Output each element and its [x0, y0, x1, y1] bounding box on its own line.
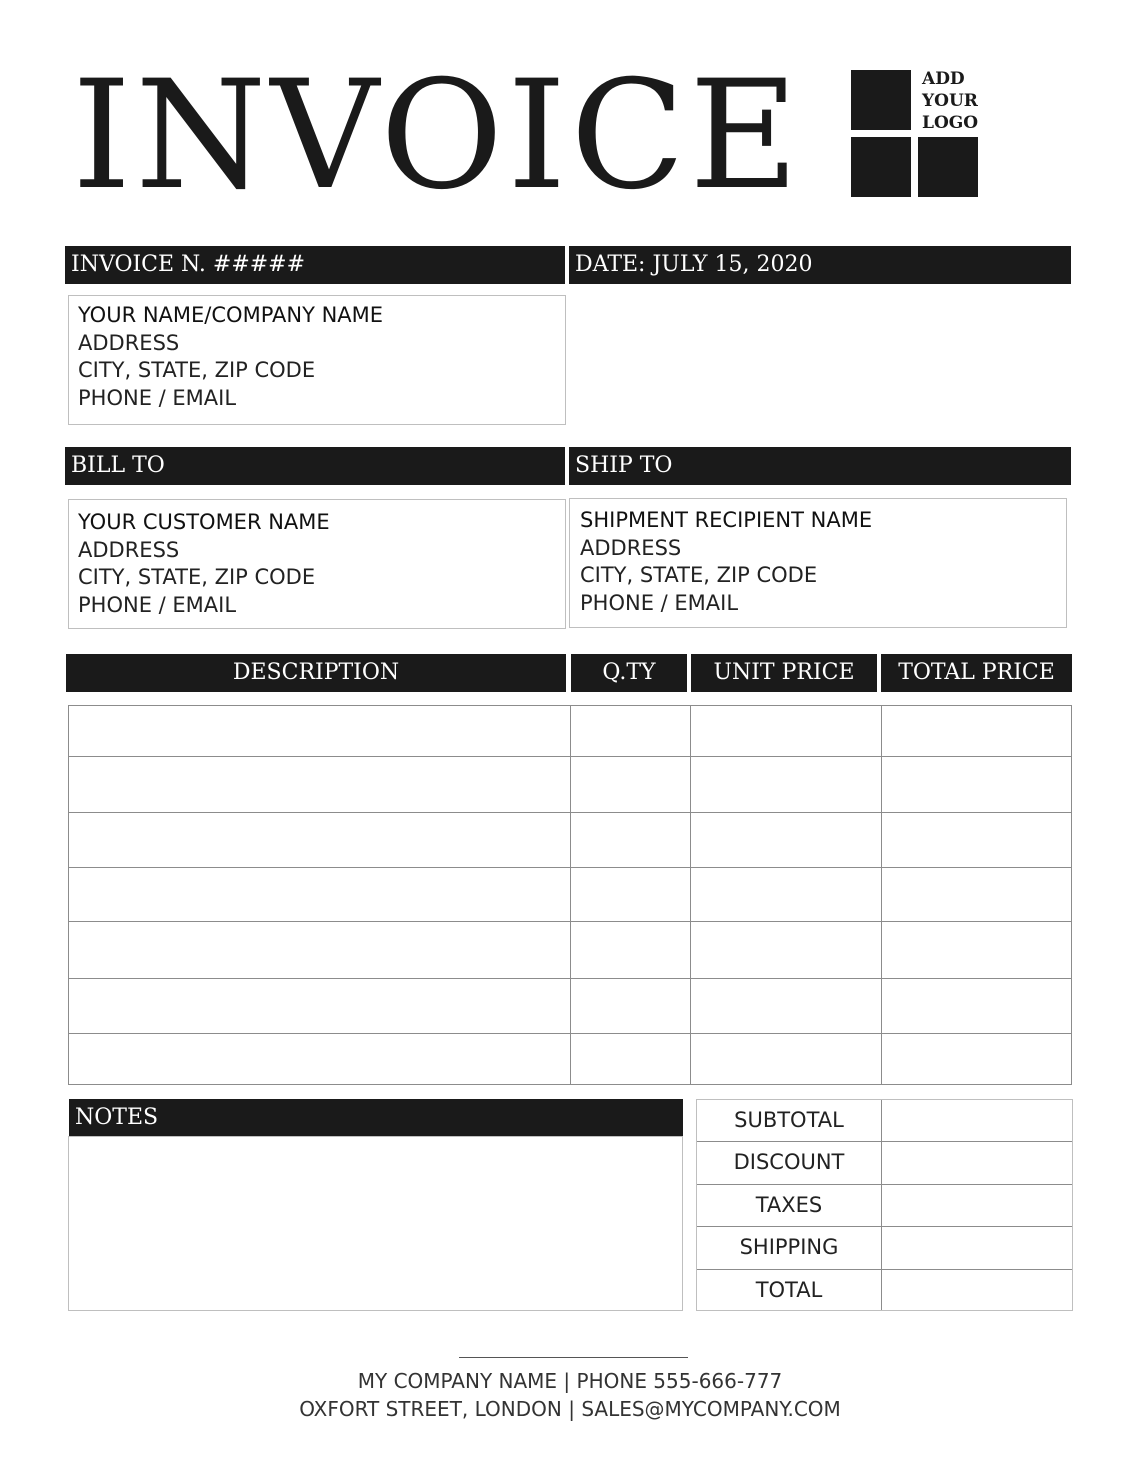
notes-text [69, 1137, 682, 1153]
total-price-cell[interactable] [882, 757, 1072, 813]
total-price-cell[interactable] [882, 868, 1072, 922]
totals-box [696, 1099, 1073, 1311]
table-row [69, 922, 1072, 979]
footer-divider [459, 1357, 688, 1358]
total-label: TOTAL [755, 1277, 823, 1302]
total-price-cell[interactable] [882, 706, 1072, 757]
taxes-value[interactable] [882, 1185, 1072, 1227]
table-row [69, 1034, 1072, 1085]
ship-to-box[interactable] [569, 498, 1067, 628]
logo-label-line1: ADD [922, 69, 965, 89]
ship-to-name: SHIPMENT RECIPIENT NAME [580, 508, 873, 532]
shipping-label: SHIPPING [739, 1235, 839, 1260]
unit-price-cell[interactable] [691, 868, 882, 922]
invoice-date[interactable]: DATE: JULY 15, 2020 [569, 246, 1071, 284]
bill-to-name: YOUR CUSTOMER NAME [78, 510, 330, 534]
unit-price-cell[interactable] [691, 979, 882, 1034]
logo-label-line3: LOGO [922, 113, 979, 133]
qty-cell[interactable] [571, 868, 691, 922]
subtotal-value[interactable] [882, 1100, 1072, 1142]
qty-cell[interactable] [571, 979, 691, 1034]
column-header-description: DESCRIPTION [66, 654, 566, 692]
bill-to-address: ADDRESS [78, 537, 180, 562]
column-header-qty: Q.TY [571, 654, 687, 692]
total-value[interactable] [882, 1270, 1072, 1312]
logo-label [922, 68, 978, 134]
bill-to-box[interactable] [68, 499, 566, 629]
items-table [68, 705, 1072, 1085]
description-cell[interactable] [69, 979, 571, 1034]
totals-row-taxes [697, 1185, 1072, 1227]
discount-value[interactable] [882, 1142, 1072, 1184]
notes-header: NOTES [69, 1099, 683, 1137]
bill-to-header: BILL TO [65, 447, 565, 485]
column-header-total-price: TOTAL PRICE [881, 654, 1072, 692]
totals-row-shipping [697, 1227, 1072, 1269]
column-header-unit-price: UNIT PRICE [691, 654, 877, 692]
ship-to-contact: PHONE / EMAIL [580, 590, 739, 615]
qty-cell[interactable] [571, 757, 691, 813]
ship-to-city: CITY, STATE, ZIP CODE [580, 563, 818, 587]
invoice-number[interactable]: INVOICE N. ##### [65, 246, 565, 284]
qty-cell[interactable] [571, 813, 691, 868]
notes-field[interactable] [68, 1136, 683, 1311]
bill-to-city: CITY, STATE, ZIP CODE [78, 565, 316, 589]
logo-square-bottom-right [918, 137, 978, 197]
footer-line-1: MY COMPANY NAME | PHONE 555-666-777 [357, 1369, 783, 1393]
subtotal-label: SUBTOTAL [734, 1108, 844, 1132]
sender-box[interactable] [68, 295, 566, 425]
logo-square-top-left [851, 70, 911, 130]
qty-cell[interactable] [571, 706, 691, 757]
totals-row-subtotal [697, 1100, 1072, 1142]
total-price-cell[interactable] [882, 922, 1072, 979]
sender-name: YOUR NAME/COMPANY NAME [78, 303, 384, 327]
logo-square-bottom-left [851, 137, 911, 197]
unit-price-cell[interactable] [691, 922, 882, 979]
qty-cell[interactable] [571, 922, 691, 979]
description-cell[interactable] [69, 1034, 571, 1085]
table-row [69, 757, 1072, 813]
table-row [69, 813, 1072, 868]
shipping-value[interactable] [882, 1227, 1072, 1269]
totals-row-discount [697, 1142, 1072, 1184]
totals-row-total [697, 1270, 1072, 1312]
total-price-cell[interactable] [882, 979, 1072, 1034]
ship-to-address: ADDRESS [580, 535, 682, 560]
ship-to-header: SHIP TO [569, 447, 1071, 485]
description-cell[interactable] [69, 868, 571, 922]
discount-label: DISCOUNT [733, 1150, 845, 1175]
taxes-label: TAXES [755, 1192, 823, 1217]
sender-address: ADDRESS [78, 330, 180, 355]
sender-contact: PHONE / EMAIL [78, 385, 237, 410]
sender-city: CITY, STATE, ZIP CODE [78, 358, 316, 382]
unit-price-cell[interactable] [691, 706, 882, 757]
bill-to-contact: PHONE / EMAIL [78, 592, 237, 617]
table-row [69, 868, 1072, 922]
logo-label-line2: YOUR [922, 91, 978, 111]
footer-line-2: OXFORT STREET, LONDON | SALES@MYCOMPANY.COM [299, 1397, 841, 1421]
unit-price-cell[interactable] [691, 757, 882, 813]
table-row [69, 706, 1072, 757]
invoice-title: INVOICE [72, 49, 803, 223]
total-price-cell[interactable] [882, 813, 1072, 868]
description-cell[interactable] [69, 706, 571, 757]
total-price-cell[interactable] [882, 1034, 1072, 1085]
unit-price-cell[interactable] [691, 813, 882, 868]
description-cell[interactable] [69, 813, 571, 868]
unit-price-cell[interactable] [691, 1034, 882, 1085]
description-cell[interactable] [69, 922, 571, 979]
description-cell[interactable] [69, 757, 571, 813]
table-row [69, 979, 1072, 1034]
qty-cell[interactable] [571, 1034, 691, 1085]
